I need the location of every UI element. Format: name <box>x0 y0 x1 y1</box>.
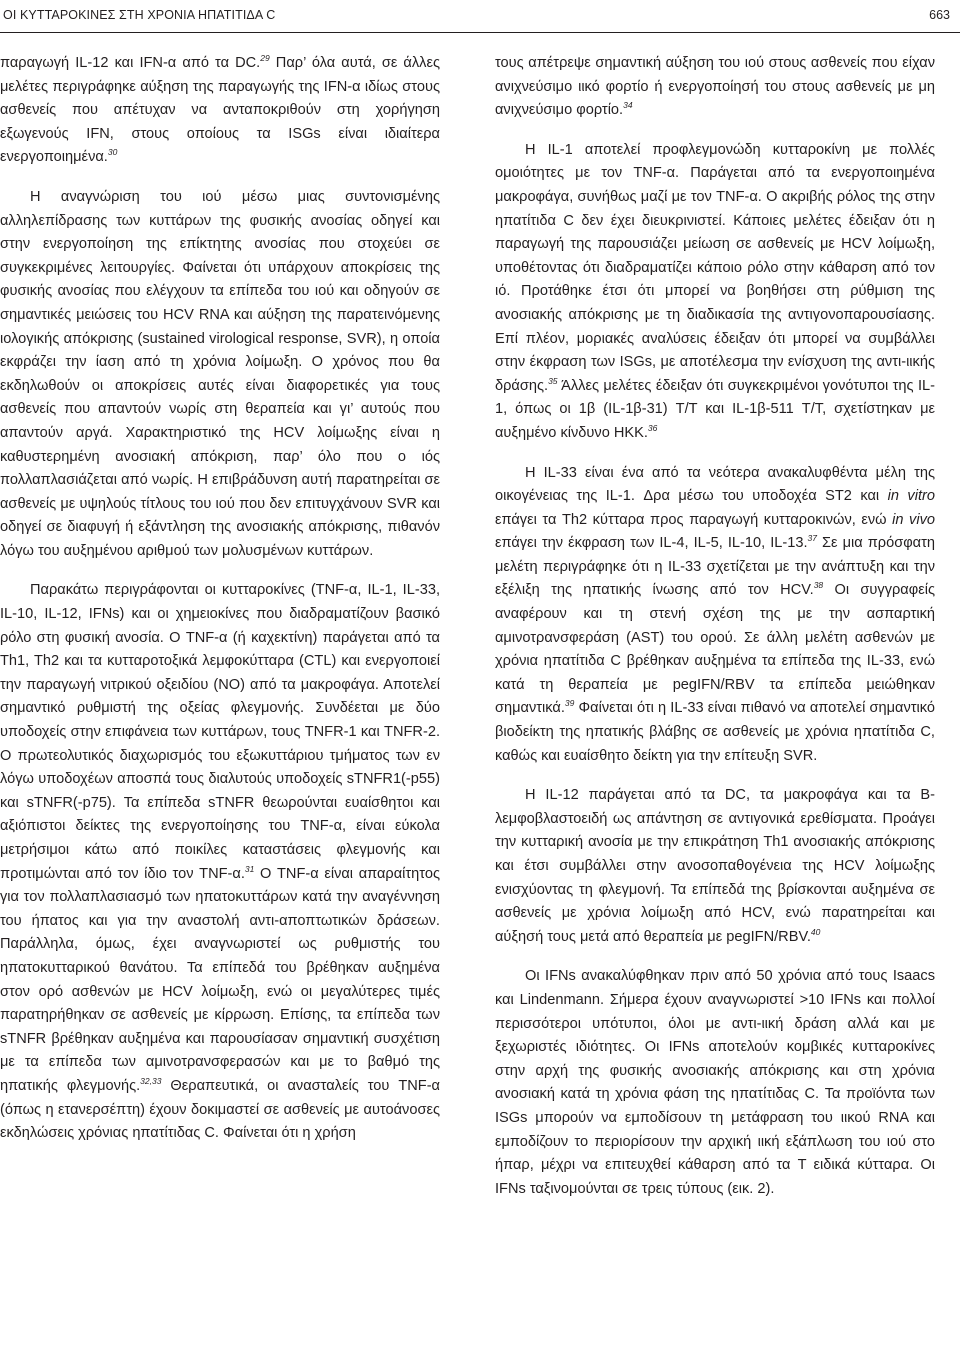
citation: 30 <box>107 147 118 158</box>
citation: 32,33 <box>140 1075 162 1086</box>
citation: 38 <box>813 580 824 591</box>
running-header <box>0 0 960 33</box>
paragraph: Η IL-12 παράγεται από τα DC, τα μακροφάγα και τα B-λεμφοβλαστοειδή ως απάντηση σε αντιγονικά ερεθίσματα. Προάγει την κυτταρική ανοσία με την επικράτηση Th1 ανοσιακής απόκρισης και έτσι συμβάλλει στην ανοσοπαθογένεια της HCV λοίμωξης ενισχύοντας τη φλεγμονή. Τα επίπεδά της βρίσκονται αυξημένα σε ασθενείς με χρόνια λοίμωξη από HCV, ενώ παρατηρείται και αύξησή τους μετά από θεραπεία με pegIFN/RBV.$^{40}$ <box>495 787 935 945</box>
left-column <box>0 52 440 1162</box>
running-title: ΟΙ ΚΥΤΤΑΡΟΚΙΝΕΣ ΣΤΗ ΧΡΟΝΙΑ ΗΠΑΤΙΤΙΔΑ C <box>3 8 276 22</box>
paragraph: Παρακάτω περιγράφονται οι κυτταροκίνες (TNF-α, IL-1, IL-33, IL-10, IL-12, IFNs) και οι χημειοκίνες που διαδραματίζουν βασικό ρόλο στη φυσική ανοσία. Ο TNF-α (ή καχεκτίνη) παράγεται από τα Th1, Th2 και τα κυτταροτοξικά λεμφοκύτταρα (CTL) και ενεργοποιεί την παραγωγή νιτρικού οξειδίου (NO) από τα μακροφάγα. Αποτελεί σημαντικό ρυθμιστή της οξείας φλεγμονής. Συνδέεται με δύο υποδοχείς στην επιφάνεια των κυττάρων, τους TNFR-1 και TNFR-2. Ο πρωτεολυτικός διαχωρισμός του εξωκυττάριου τμήματος των εν λόγω υποδοχέων αποσπά τους διαλυτούς υποδοχείς sTNFR1(-p55) και sTNFR(-p75). Τα επίπεδα sTNFR θεωρούνται ευαίσθητοι και αξιόπιστοι δείκτες της ενεργοποίησης του TNF-α, είναι εύκολα μετρήσιμοι κάτω από ποικίλες καταστάσεις φλεγμονής και προτιμώνται από τον ίδιο τον TNF-α.$^{31}$ Ο TNF-α είναι απαραίτητος για τον πολλαπλασιασμό των ηπατοκυττάρων κατά την αναγέννηση του ήπατος και για την αναστολή αντι-αποπτωτικών δράσεων. Παράλληλα, όμως, έχει αναγνωριστεί ως ρυθμιστής του ηπατοκυτταρικού θανάτου. Τα επίπεδά του βρέθηκαν αυξημένα στον ορό ασθενών με HCV λοίμωξη, ενώ οι μεγαλύτερες τιμές παρατηρήθηκαν σε ασθενείς με κίρρωση. Επίσης, τα επίπεδα των sTNFR βρέθηκαν αυξημένα και παρουσίασαν σημαντική συσχέτιση με τα επίπεδα των αμινοτρανσφερασών και με το βαθμό της ηπατικής φλεγμονής.$^{32,33}$ Θεραπευτικά, οι ανασταλείς του TNF-α (όπως η ετανερσέπτη) έχουν δοκιμαστεί σε ασθενείς με αυτοάνοσες εκδηλώσεις χρόνιας ηπατίτιδας C. Φαίνεται ότι η χρήση <box>0 582 441 1142</box>
citation: 35 <box>548 375 558 386</box>
citation: 39 <box>564 698 575 709</box>
citation: 36 <box>647 422 658 433</box>
right-column <box>495 52 935 1217</box>
italic-term: in vitro <box>887 488 935 505</box>
citation: 31 <box>244 863 255 874</box>
paragraph: Η IL-33 είναι ένα από τα νεότερα ανακαλυφθέντα μέλη της οικογένειας της IL-1. Δρα μέσω του υποδοχέα ST2 και in vitro επάγει τα Th2 κύτταρα προς παραγωγή κυτταροκινών, ενώ in vivo επάγει την έκφραση των IL-4, IL-5, IL-10, IL-13.37 Σε μια πρόσφατη μελέτη περιγράφηκε ότι η IL-33 σχετίζεται με την ανάπτυξη και την εξέλιξη της ηπατικής ίνωσης από τον HCV.$^{38}$ Οι συγγραφείς αναφέρουν και τη στενή σχέση της με την ασπαρτική αμινοτρανσφεράση (AST) του ορού. Σε άλλη μελέτη ασθενών με χρόνια ηπατίτιδα C βρέθηκαν αυξημένα τα επίπεδα της IL-33, ενώ κατά τη θεραπεία με pegIFN/RBV τα επίπεδα μειώθηκαν σημαντικά.$^{39}$ Φαίνεται ότι η IL-33 είναι πιθανό να αποτελεί σημαντικό βιοδείκτη της ηπατικής βλάβης σε ασθενείς με χρόνια ηπατίτιδα C, καθώς και ευαίσθητο δείκτη για την επίτευξη SVR. <box>495 464 935 764</box>
citation: 37 <box>807 533 817 544</box>
citation: 34 <box>623 100 633 111</box>
italic-term: in vivo <box>892 511 935 528</box>
citation: 40 <box>810 926 821 937</box>
paragraph: τους απέτρεψε σημαντική αύξηση του ιού στους ασθενείς που είχαν ανιχνεύσιμο ιικό φορτίο ή ενεργοποίησή του στους ασθενείς με μη ανιχνεύσιμο φορτίο.$^{34}$ <box>495 55 935 119</box>
paragraph: παραγωγή IL-12 και IFN-α από τα DC.$^{29}$ Παρ’ όλα αυτά, σε άλλες μελέτες περιγράφηκε αύξηση της παραγωγής της IFN-α ιδίως στους ασθενείς που απέτυχαν να ανταποκριθούν στη χορήγηση εξωγενούς IFN, στους οποίους τα ISGs είναι ιδιαίτερα ενεργοποιημένα.$^{30}$ <box>0 53 440 166</box>
page-number: 663 <box>929 8 950 22</box>
paragraph: Η IL-1 αποτελεί προφλεγμονώδη κυτταροκίνη με πολλές ομοιότητες με τον TNF-α. Παράγεται από τα ενεργοποιημένα μακροφάγα, συνήθως μαζί με τον TNF-α. Ο ακριβής ρόλος της στην ηπατίτιδα C δεν έχει διευκρινιστεί. Κάποιες μελέτες έδειξαν ότι η παραγωγή της παρουσιάζει μείωση σε ασθενείς με HCV λοίμωξη, υποθέτοντας ότι διαδραματίζει κάποιο ρόλο στην κάθαρση από τον ιό. Προτάθηκε έτσι ότι μπορεί να βοηθήσει στη ρύθμιση της ανοσιακής απόκρισης με τη διαδικασία της αντιγονοπαρουσίασης. Επί πλέον, μοριακές αναλύσεις έδειξαν ότι μπορεί να συμβάλλει στην έκφραση των ISGs, με αποτέλεσμα την ενίσχυση της αντι-ιικής δράσης.$^{35}$ Άλλες μελέτες έδειξαν ότι συγκεκριμένοι γονότυποι της IL-1, όπως οι 1β (IL-1β-31) T/T και IL-1β-511 T/T, σχετίστηκαν με αυξημένο κίνδυνο ΗΚΚ.$^{36}$ <box>495 141 935 441</box>
citation: 29 <box>260 53 270 63</box>
paragraph: Οι IFNs ανακαλύφθηκαν πριν από 50 χρόνια από τους Isaacs και Lindenmann. Σήμερα έχουν αναγνωριστεί >10 IFNs και πολλοί περισσότεροι υπότυποι, όλοι με αντι-ιική δράση αλλά και με ξεχωριστές ιδιότητες. Οι IFNs αποτελούν κομβικές κυτταροκίνες στην αρχή της φυσικής ανοσιακής απόκρισης και στη χρόνια ανοσιακή κατά τη χρόνια φάση της ηπατίτιδας C. Τα προϊόντα των ISGs μπορούν να εμποδίσουν τη μετάφραση του ιικού RNA και εμποδίζουν το περιορίσουν την αρχική ιική εξάπλωση του ιού στο ήπαρ, μέχρι να επιτευχθεί κάθαρση από τα T ειδικά κύτταρα. Οι IFNs ταξινομούνται σε τρεις τύπους (εικ. 2). <box>495 968 935 1197</box>
paragraph: Η αναγνώριση του ιού μέσω μιας συντονισμένης αλληλεπίδρασης των κυττάρων της φυσικής ανοσίας οδηγεί και στην ενεργοποίηση της επίκτητης ανοσίας που στοχεύει σε συγκεκριμένες λειτουργίες. Φαίνεται ότι υπάρχουν αποκρίσεις της φυσικής ανοσίας που ελέγχουν τα επίπεδα του ιού και οδηγούν σε σημαντικές μειώσεις του HCV RNA και αύξηση της παρατεινόμενης ιολογικής απόκρισης (sustained virological response, SVR), η οποία εκφράζει την ίαση από τη χρόνια λοίμωξη. Ο χρόνος που θα εκδηλωθούν οι αποκρίσεις αυτές είναι διαφορετικές για τους ασθενείς που απαντούν νωρίς στη θεραπεία και γι’ αυτούς που απαντούν αργά. Χαρακτηριστικό της HCV λοίμωξης είναι η καθυστερημένη ανοσιακή απόκριση, παρ’ όλο που ο ιός πολλαπλασιάζεται από νωρίς. Η επιβράδυνση αυτή παρατηρείται σε ασθενείς με υψηλούς τίτλους του ιού που δεν επιτυγχάνουν SVR και οδηγεί σε διαφυγή ή εξάντληση της ανοσιακής απόκρισης, πιθανόν λόγω του αυξημένου αριθμού των μολυσμένων κυττάρων. <box>0 188 440 559</box>
